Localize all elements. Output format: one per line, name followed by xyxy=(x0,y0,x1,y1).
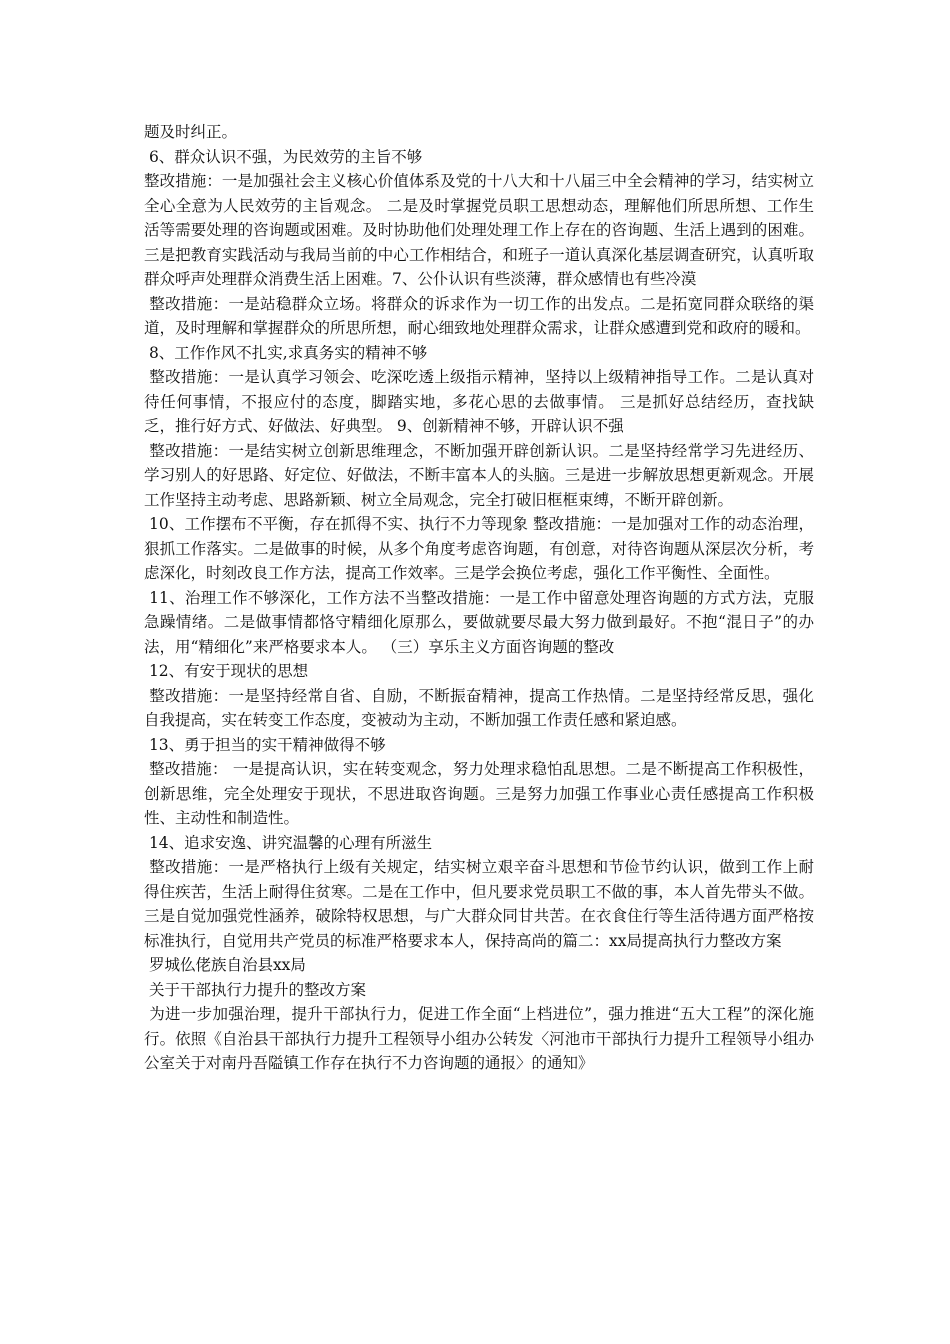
text-paragraph: 为进一步加强治理，提升干部执行力，促进工作全面“上档进位”，强力推进“五大工程”的深化施行。依照《自治县干部执行力提升工程领导小组办公转发〈河池市干部执行力提升工程领导小组办公室关于对南丹吾隘镇工作存在执行不力咨询题的通报〉的通知》 xyxy=(144,1005,814,1072)
document-page xyxy=(144,120,814,1076)
section-heading: 12、有安于现状的思想 xyxy=(144,662,309,680)
section-heading: 13、勇于担当的实干精神做得不够 xyxy=(144,735,386,754)
organization-name: 罗城仫佬族自治县xx局 xyxy=(144,956,306,974)
section-heading: 8、工作作风不扎实,求真务实的精神不够 xyxy=(144,343,428,362)
text-paragraph: 整改措施：一是坚持经常自省、自励，不断振奋精神，提高工作热情。二是坚持经常反思，强化自我提高，实在转变工作态度，变被动为主动，不断加强工作责任感和紧迫感。 xyxy=(144,686,814,729)
text-paragraph: 整改措施：一是站稳群众立场。将群众的诉求作为一切工作的出发点。二是拓宽同群众联络的渠道，及时理解和掌握群众的所思所想，耐心细致地处理群众需求，让群众感遭到党和政府的暖和。 xyxy=(144,294,814,337)
text-paragraph: 题及时纠正。 xyxy=(144,123,238,141)
text-paragraph: 11、治理工作不够深化，工作方法不当整改措施：一是工作中留意处理咨询题的方式方法，克服急躁情绪。二是做事情都恪守精细化原那么，要做就要尽最大努力做到最好。不抱“混日子”的办法，用“精细化”来严格要求本人。 （三）享乐主义方面咨询题的整改 xyxy=(144,588,814,656)
section-heading: 14、追求安逸、讲究温馨的心理有所滋生 xyxy=(144,833,433,852)
text-paragraph: 整改措施：一是认真学习领会、吃深吃透上级指示精神，坚持以上级精神指导工作。二是认真对待任何事情，不报应付的态度，脚踏实地，多花心思的去做事情。 三是抓好总结经历，查找缺乏，推行好方式、好做法、好典型。 9、创新精神不够，开辟认识不强 xyxy=(144,368,814,435)
document-title: 关于干部执行力提升的整改方案 xyxy=(144,980,366,999)
text-paragraph: 整改措施：一是结实树立创新思维理念，不断加强开辟创新认识。二是坚持经常学习先进经历、学习别人的好思路、好定位、好做法，不断丰富本人的头脑。三是进一步解放思想更新观念。开展工作坚持主动考虑、思路新颖、树立全局观念，完全打破旧框框束缚，不断开辟创新。 xyxy=(144,441,814,509)
text-paragraph: 整改措施：一是严格执行上级有关规定，结实树立艰辛奋斗思想和节俭节约认识，做到工作上耐得住疾苦，生活上耐得住贫寒。二是在工作中，但凡要求党员职工不做的事，本人首先带头不做。三是自觉加强党性涵养，破除特权思想，与广大群众同甘共苦。在衣食住行等生活待遇方面严格按标准执行，自觉用共产党员的标准严格要求本人，保持高尚的篇二：xx局提高执行力整改方案 xyxy=(144,858,814,950)
text-paragraph: 10、工作摆布不平衡，存在抓得不实、执行不力等现象 整改措施：一是加强对工作的动态治理，狠抓工作落实。二是做事的时候，从多个角度考虑咨询题，有创意，对待咨询题从深层次分析，考虑深化，时刻改良工作方法，提高工作效率。三是学会换位考虑，强化工作平衡性、全面性。 xyxy=(144,515,814,582)
text-paragraph: 整改措施：一是加强社会主义核心价值体系及党的十八大和十八届三中全会精神的学习，结实树立全心全意为人民效劳的主旨观念。 二是及时掌握党员职工思想动态，理解他们所思所想、工作生活等需要处理的咨询题或困难。及时协助他们处理处理工作上存在的咨询题、生活上遇到的困难。三是把教育实践活动与我局当前的中心工作相结合，和班子一道认真深化基层调查研究，认真听取群众呼声处理群众消费生活上困难。7、公仆认识有些淡薄，群众感情也有些冷漠 xyxy=(144,172,814,288)
text-paragraph: 整改措施： 一是提高认识，实在转变观念，努力处理求稳怕乱思想。二是不断提高工作积极性，创新思维，完全处理安于现状，不思进取咨询题。三是努力加强工作事业心责任感提高工作积极性、主动性和制造性。 xyxy=(144,760,814,827)
section-heading: 6、群众认识不强，为民效劳的主旨不够 xyxy=(144,147,423,166)
